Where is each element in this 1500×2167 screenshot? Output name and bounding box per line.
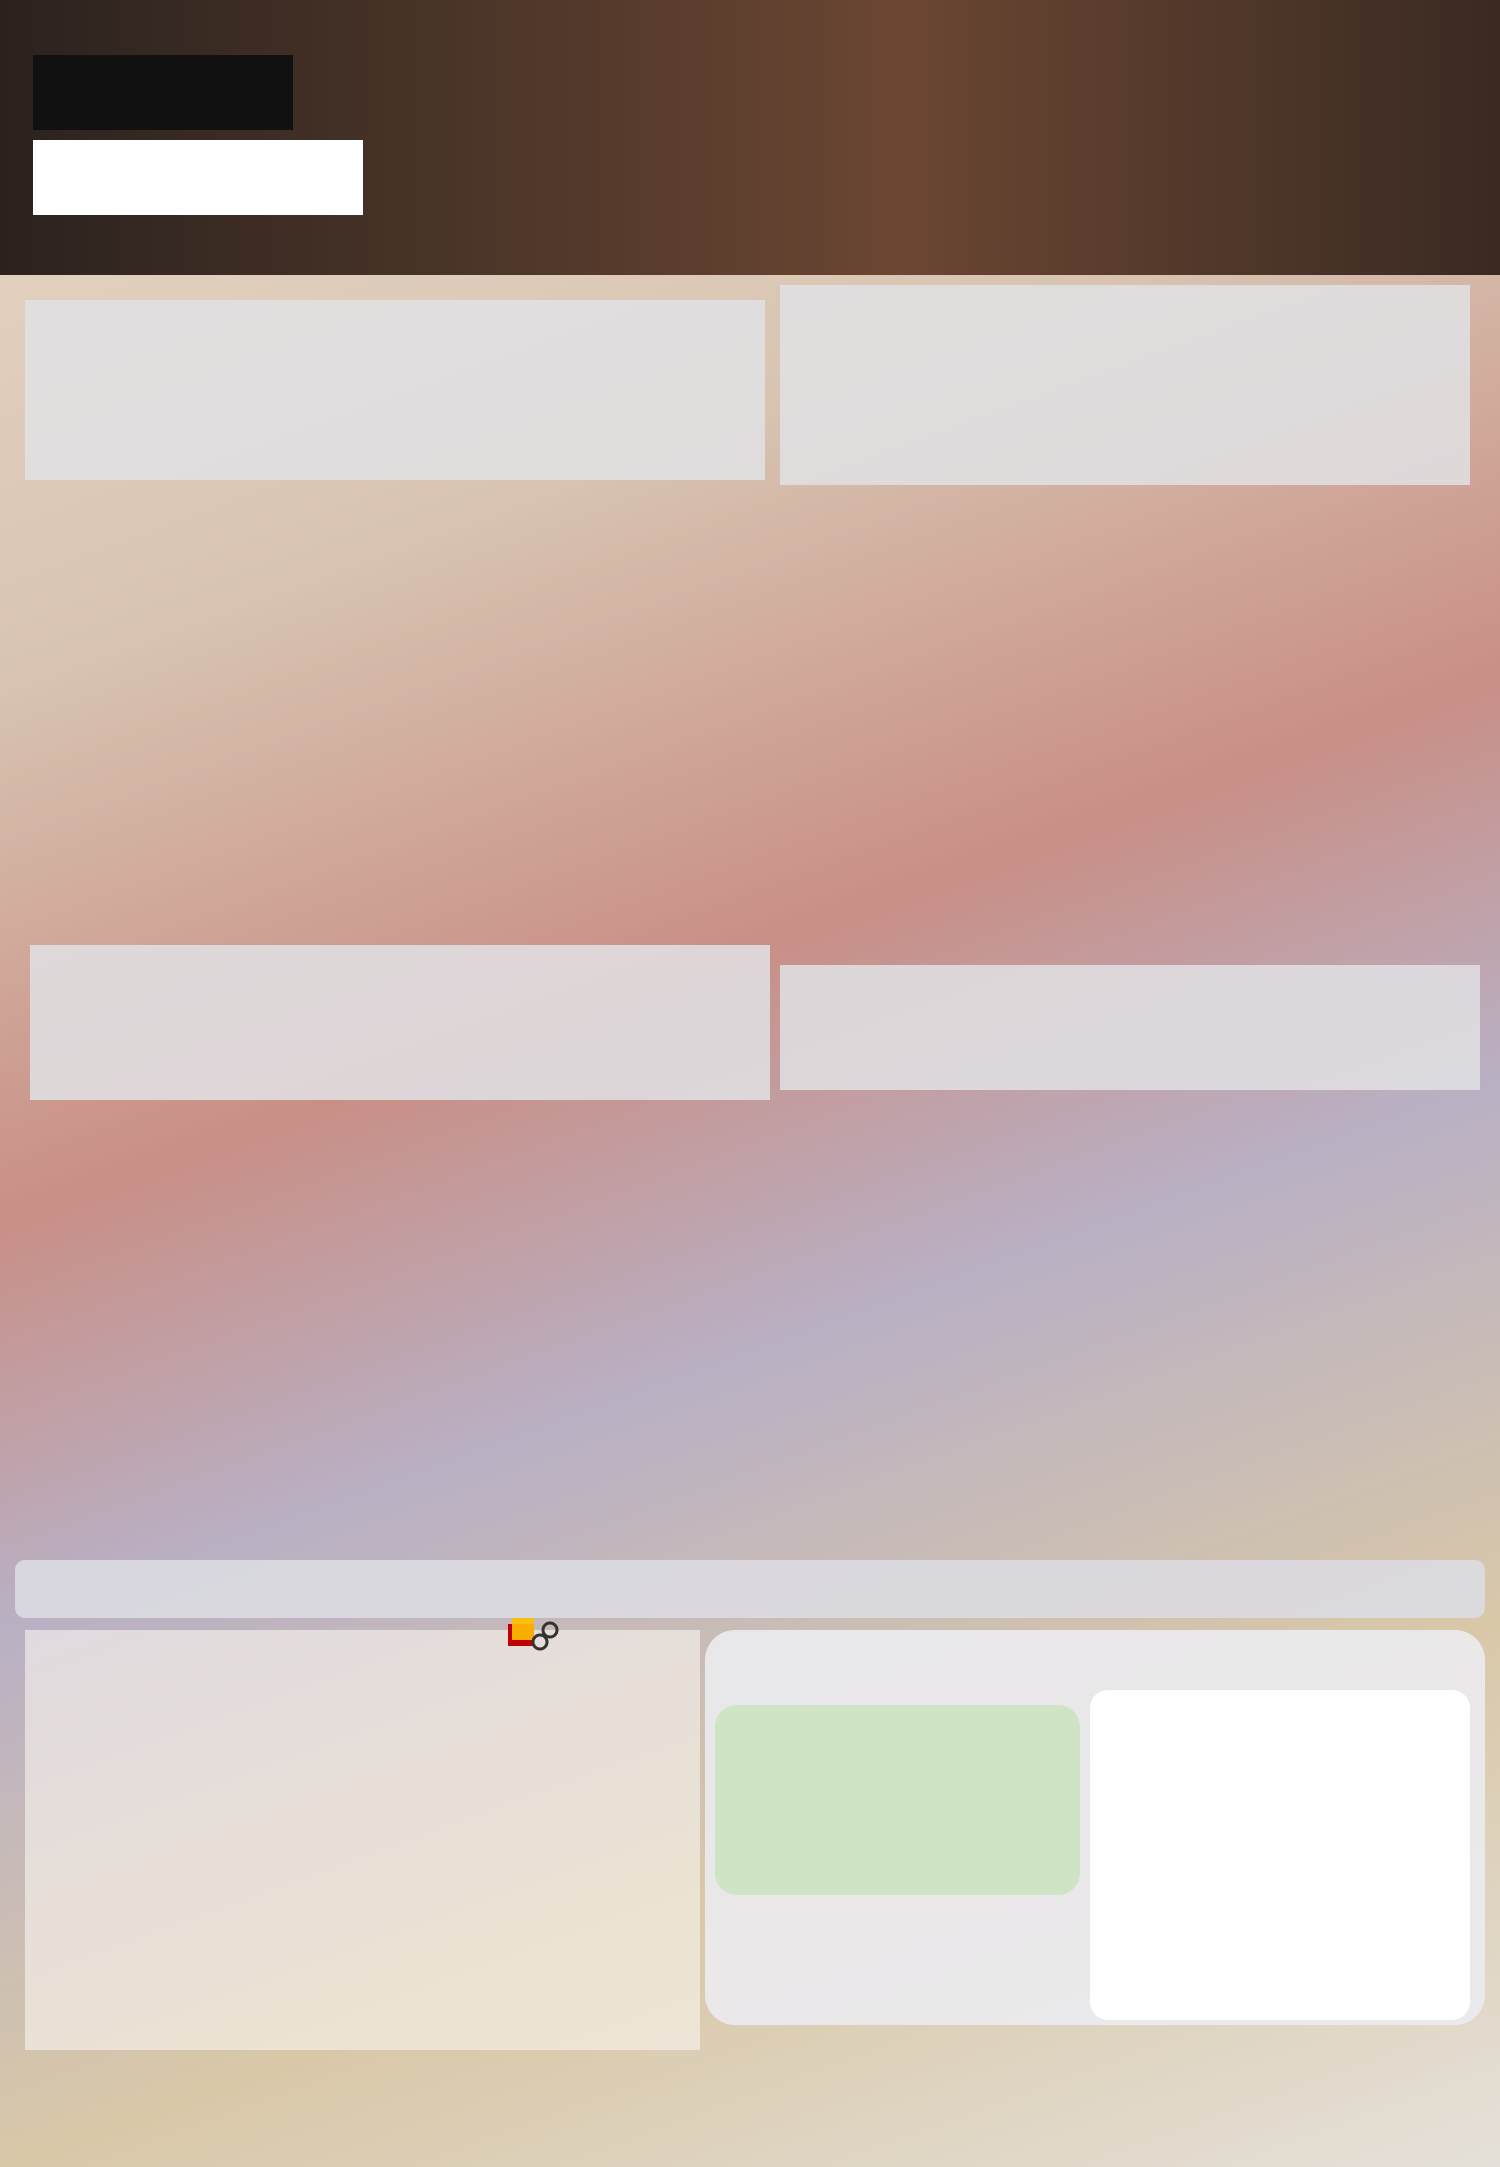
summary-box-regions: [780, 285, 1470, 485]
summary-box-store-types: [30, 945, 770, 1100]
chart-omicron-impact: [715, 1705, 1080, 1895]
header-banner: [0, 0, 1500, 275]
summary-box-sssg: [780, 965, 1480, 1090]
chart-region-sssg: [770, 495, 1490, 940]
shopping-cart-icon: [500, 1612, 560, 1662]
chart-store-types: [20, 1100, 760, 1560]
brand-business: [33, 55, 293, 130]
liquidity-callout: [715, 1900, 1085, 2020]
chart-rsi-overall: [20, 490, 760, 940]
chart-spending-outlook: [25, 1830, 705, 2035]
chart-q1-purchasing: [1090, 1690, 1470, 2025]
special-topic-bar: [15, 1560, 1485, 1618]
chart-sssg-components: [760, 1100, 1490, 1530]
brand-intelligence: [33, 140, 363, 215]
summary-box-rsi: [25, 300, 765, 480]
